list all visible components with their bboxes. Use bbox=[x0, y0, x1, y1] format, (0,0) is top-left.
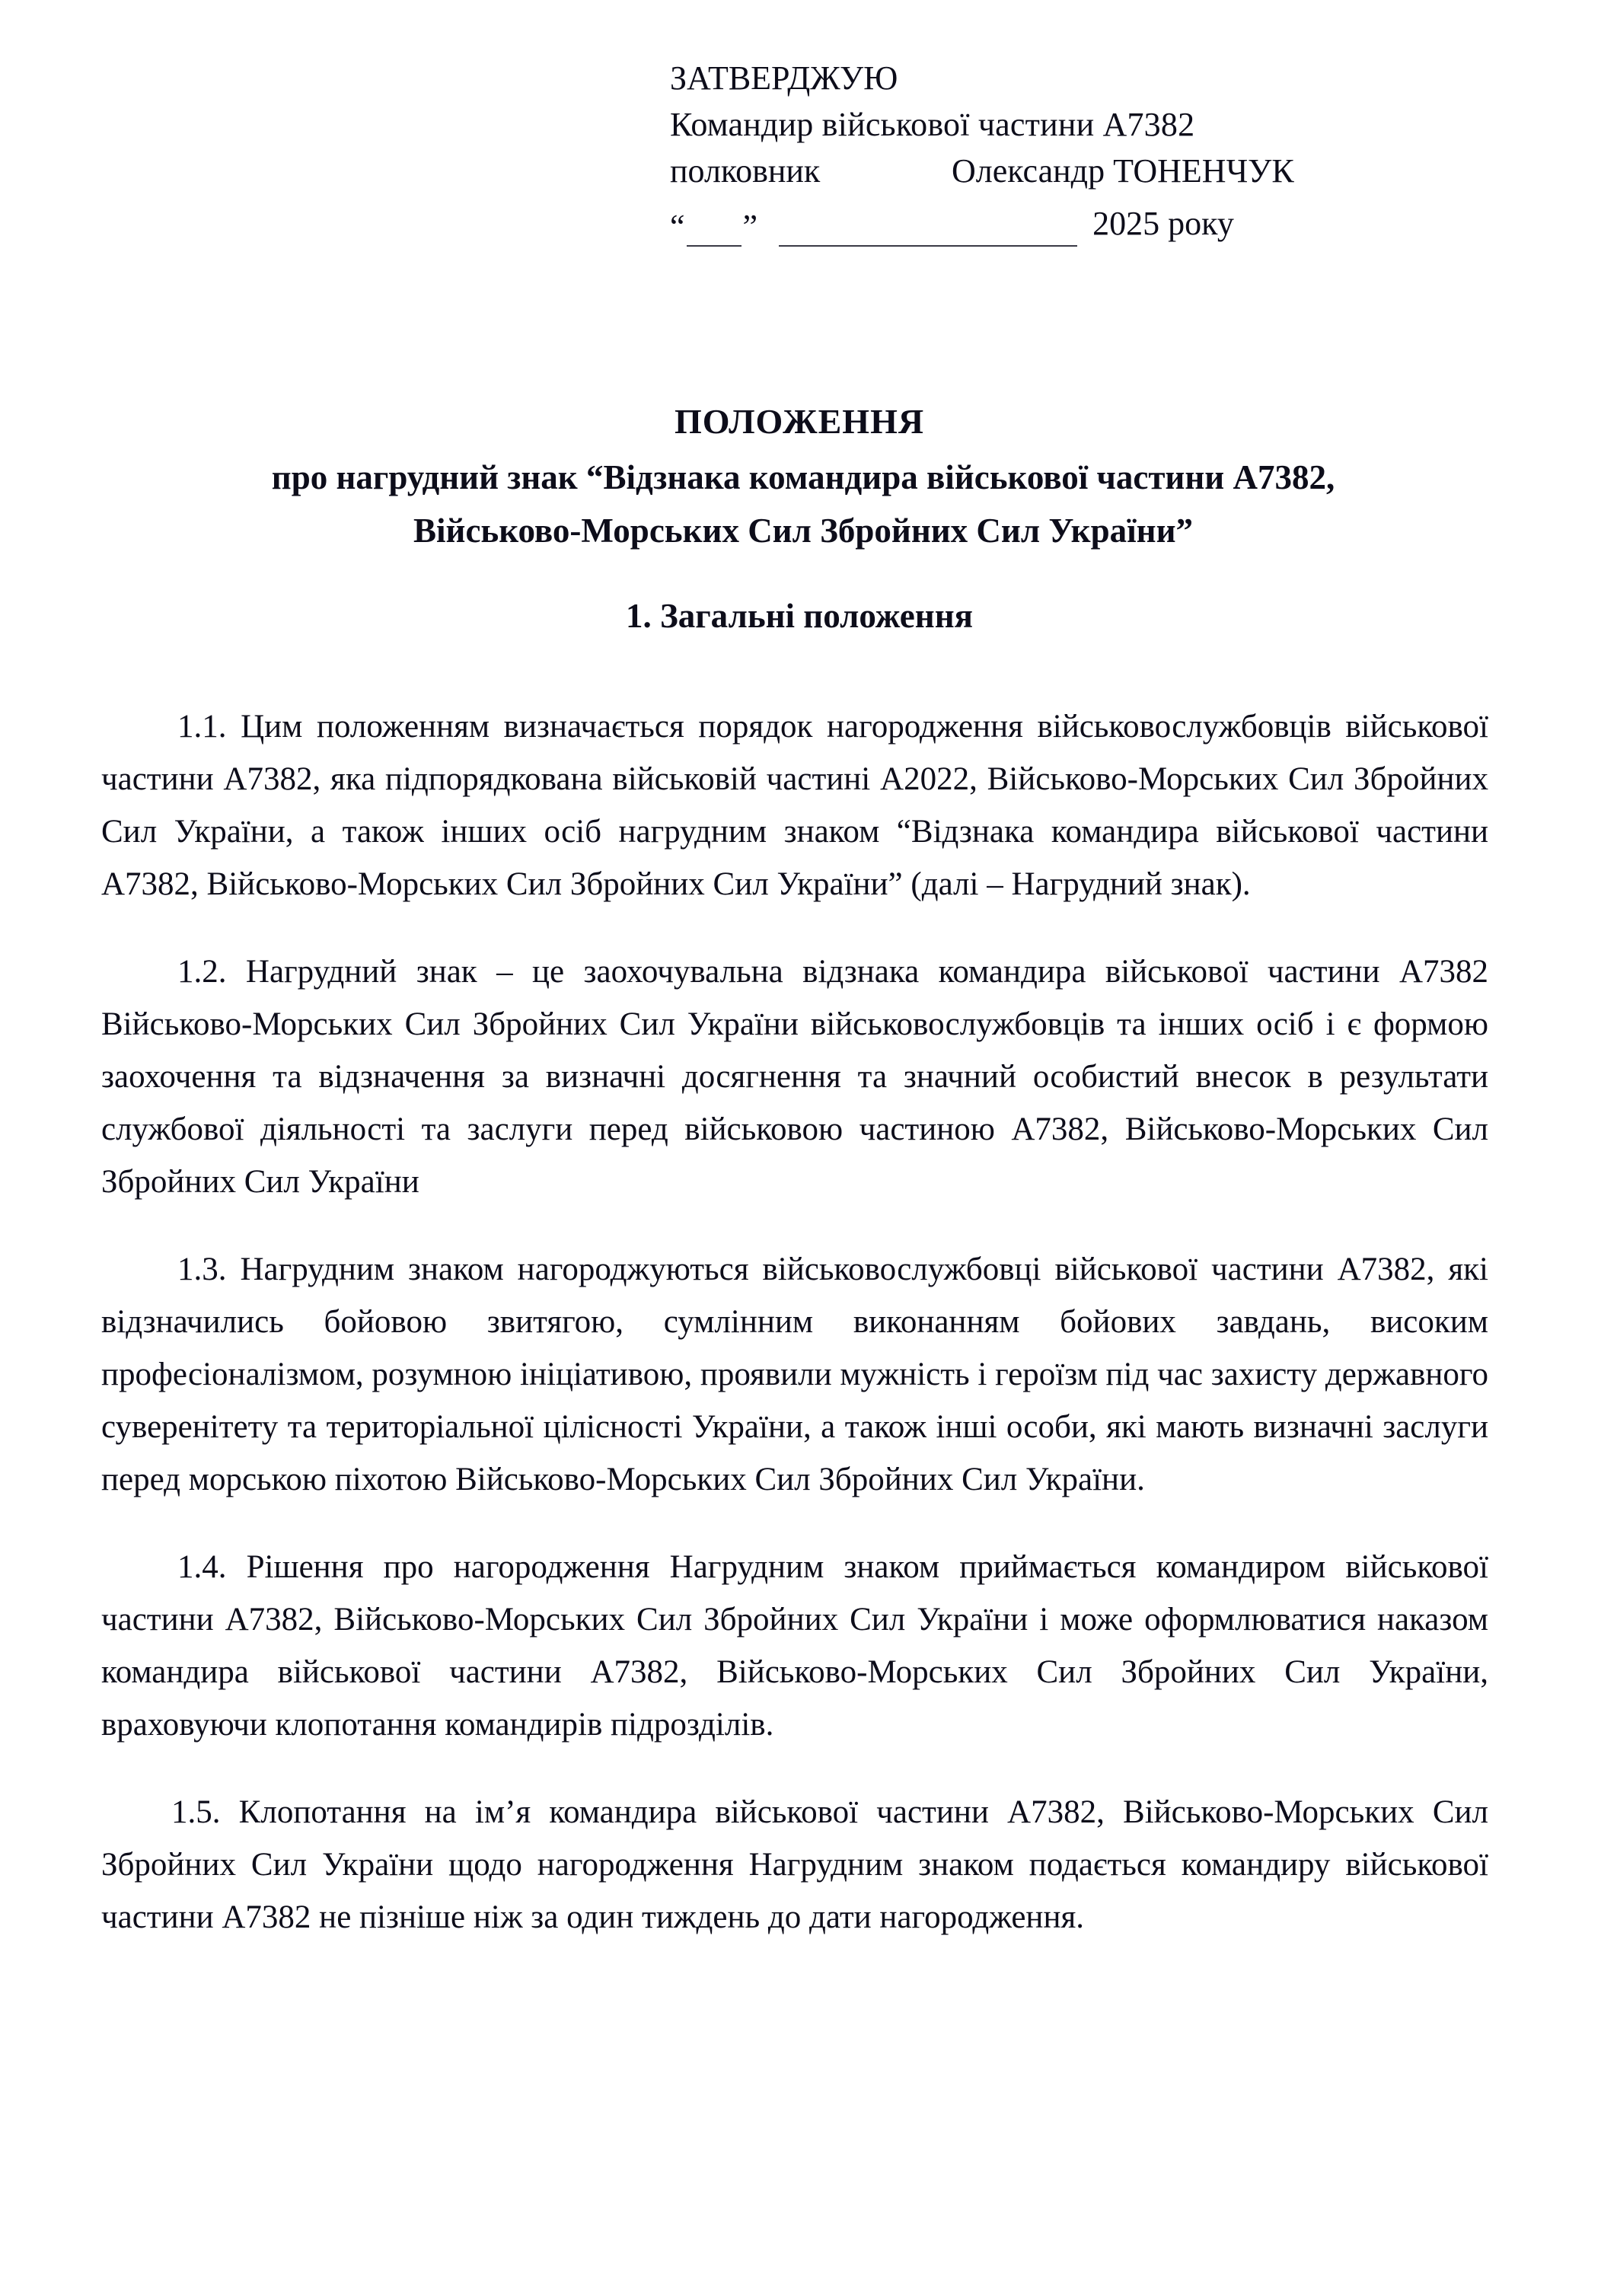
paragraph-1-1: 1.1. Цим положенням визначається порядок нагородження військовослужбовців військової частини А7382, яка підпорядкована військовій частині А2022, Військово-Морських Сил Збройних Сил України, а також інших осіб нагрудним знаком “Відзнака командира військової частини А7382, Військово-Морських Сил Збройних Сил України” (далі – Нагрудний знак). bbox=[101, 709, 1488, 902]
section-heading-1: 1. Загальні положення bbox=[626, 597, 973, 635]
approval-date-row bbox=[670, 201, 1523, 247]
paragraph-1-3: 1.3. Нагрудним знаком нагороджуються військовослужбовці військової частини А7382, які відзначились бойовою звитягою, сумлінним виконанням бойових завдань, високим професіоналізмом, розумною ініціативою, проявили мужність і героїзм під час захисту державного суверенітету та територіальної цілісності України, а також інші особи, які мають визначні заслуги перед морською піхотою Військово-Морських Сил Збройних Сил України. bbox=[101, 1252, 1488, 1497]
document-body bbox=[101, 700, 1488, 1944]
quote-close-glyph: ” bbox=[742, 208, 758, 245]
commander-position-line: Командир військової частини А7382 bbox=[670, 106, 1195, 143]
document-title-main: ПОЛОЖЕННЯ bbox=[674, 402, 925, 441]
day-blank-rule bbox=[687, 222, 741, 247]
document-subtitle-line-1: про нагрудний знак “Відзнака командира військової частини А7382, bbox=[271, 458, 1335, 496]
document-subtitle bbox=[114, 451, 1492, 557]
commander-fullname: Олександр ТОНЕНЧУК bbox=[952, 152, 1294, 190]
rank-and-name-row bbox=[670, 148, 1523, 195]
quote-open-glyph: “ bbox=[670, 208, 685, 245]
document-subtitle-line-2: Військово-Морських Сил Збройних Сил України” bbox=[413, 512, 1193, 550]
paragraph-1-5: 1.5. Клопотання на ім’я командира військової частини А7382, Військово-Морських Сил Збройних Сил України щодо нагородження Нагрудним знаком подається командиру військової частини А7382 не пізніше ніж за один тиждень до дати нагородження. bbox=[101, 1794, 1488, 1935]
commander-rank: полковник bbox=[670, 152, 821, 190]
approval-block bbox=[670, 55, 1523, 247]
paragraph-1-2: 1.2. Нагрудний знак – це заохочувальна відзнака командира військової частини А7382 Військово-Морських Сил Збройних Сил України військовослужбовців та інших осіб і є формою заохочення та відзначення за визначні досягнення та значний особистий внесок в результати службової діяльності та заслуги перед військовою частиною А7382, Військово-Морських Сил Збройних Сил України bbox=[101, 954, 1488, 1200]
approval-heading: ЗАТВЕРДЖУЮ bbox=[670, 59, 898, 97]
page-title bbox=[114, 396, 1485, 448]
month-blank-rule bbox=[779, 222, 1077, 247]
approval-year: 2025 року bbox=[1092, 205, 1234, 242]
paragraph-1-4: 1.4. Рішення про нагородження Нагрудним знаком приймається командиром військової частини А7382, Військово-Морських Сил Збройних Сил України і може оформлюватися наказом командира військової частини А7382, Військово-Морських Сил Збройних Сил України, враховуючи клопотання командирів підрозділів. bbox=[101, 1549, 1488, 1743]
